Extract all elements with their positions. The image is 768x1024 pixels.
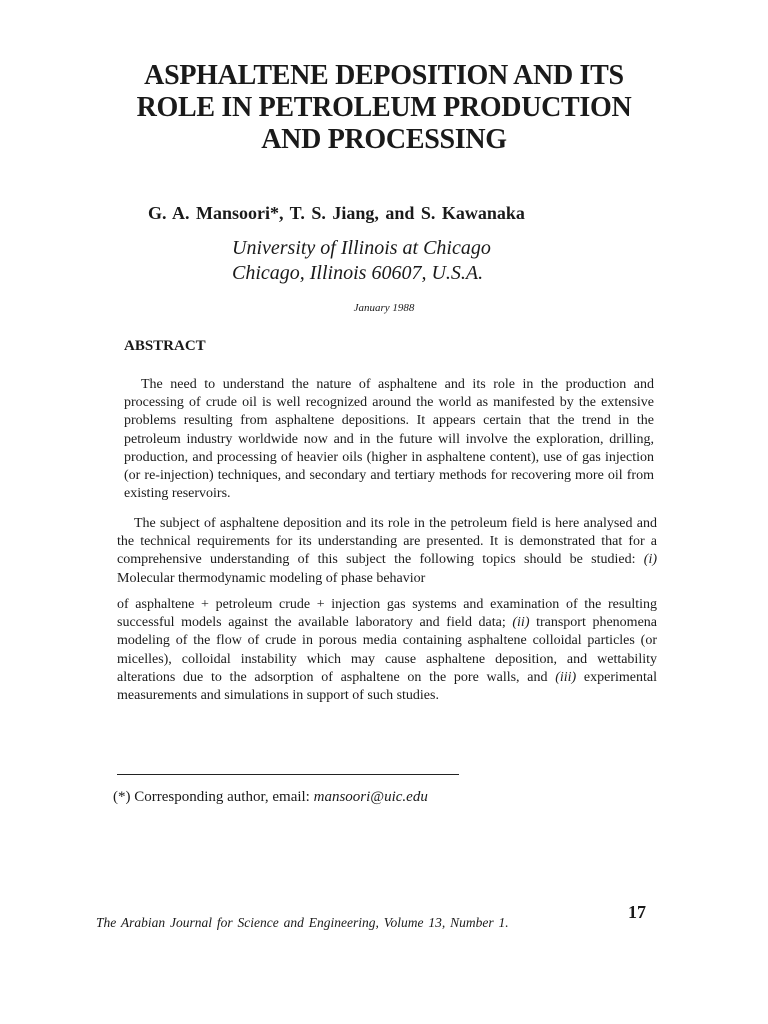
title-line-1: ASPHALTENE DEPOSITION AND ITS — [144, 60, 624, 91]
abstract-paragraph-3 — [117, 596, 657, 705]
publication-date: January 1988 — [353, 302, 415, 314]
paragraph-3-text-b: transport phenomena modeling of the flow of crude in porous media containing asphaltene colloidal particles (or micelles), colloidal instability which may cause asphaltene deposition, and wettability alterations due to the adsorption of asphaltene on the pore walls, and — [117, 615, 658, 685]
author-list: G. A. Mansoori*, T. S. Jiang, and S. Kawanaka — [148, 203, 525, 223]
title-line-3: AND PROCESSING — [261, 124, 507, 155]
list-marker-iii: (iii) — [555, 669, 577, 685]
paper-title — [90, 60, 678, 156]
abstract-paragraph-2 — [117, 515, 657, 588]
footnote-divider — [117, 774, 459, 775]
affiliation — [232, 236, 491, 286]
affiliation-line-2: Chicago, Illinois 60607, U.S.A. — [232, 262, 484, 284]
abstract-paragraph-1: The need to understand the nature of asphaltene and its role in the production and processing of crude oil is well recognized around the world as manifested by the extensive problems resulting from asphaltene depositions. It appears certain that the trend in the petroleum industry worldwide now and in the future will involve the exploration, drilling, production, and processing of heavier oils (higher in asphaltene content), use of gas injection (or re-injection) techniques, and secondary and tertiary methods for recovering more oil from existing reservoirs. — [124, 377, 654, 502]
list-marker-ii: (ii) — [512, 615, 530, 631]
footnote — [113, 789, 428, 806]
paragraph-3-text-c: experimental measurements and simulations in support of such studies. — [117, 669, 657, 704]
abstract-heading: ABSTRACT — [124, 338, 206, 354]
list-marker-i: (i) — [643, 552, 657, 568]
journal-citation: The Arabian Journal for Science and Engineering, Volume 13, Number 1. — [96, 915, 509, 930]
affiliation-line-1: University of Illinois at Chicago — [232, 237, 491, 259]
paragraph-2-text-a: The subject of asphaltene deposition and its role in the petroleum field is here analysed and the technical requirements for its understanding are presented. It is demonstrated that for a comprehensive understanding of this subject the following topics should be studied: — [117, 516, 657, 568]
footnote-label: (*) Corresponding author, email: — [113, 789, 314, 805]
title-line-2: ROLE IN PETROLEUM PRODUCTION — [136, 92, 632, 123]
paragraph-3-text-a: of asphaltene + petroleum crude + injection gas systems and examination of the resulting successful models against the available laboratory and field data; — [117, 597, 657, 631]
author-email: mansoori@uic.edu — [313, 789, 428, 805]
page-number: 17 — [628, 902, 646, 922]
paragraph-2-text-b: Molecular thermodynamic modeling of phase behavior — [117, 570, 426, 586]
